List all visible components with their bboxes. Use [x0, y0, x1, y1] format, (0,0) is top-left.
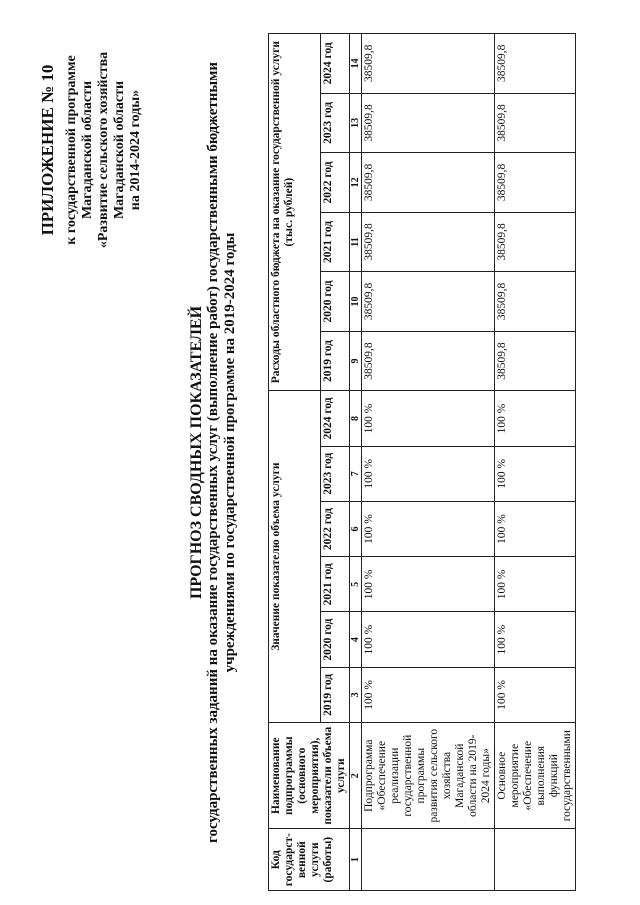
header-indicator-group: Значение показателю объема услуги	[269, 391, 321, 723]
cell-indicator: 100 %	[362, 557, 495, 612]
cell-indicator: 100 %	[362, 446, 495, 501]
cell-indicator: 100 %	[495, 501, 576, 556]
indicators-table	[268, 33, 576, 891]
table-row	[495, 34, 576, 891]
header-year: 2019 год	[321, 667, 350, 722]
cell-indicator: 100 %	[362, 391, 495, 446]
cell-code	[495, 829, 576, 891]
header-year: 2021 год	[321, 557, 350, 612]
header-year: 2024 год	[321, 34, 350, 94]
column-number: 9	[350, 331, 362, 391]
header-name: Наименование подпрограммы (основного мероприятия), показатели объема услуги	[269, 723, 350, 829]
cell-expense: 38509,8	[362, 331, 495, 391]
column-number: 2	[350, 723, 362, 829]
cell-expense: 38509,8	[495, 153, 576, 213]
document-title-subtitle: учреждениями по государственной программе на 2019-2024 годы	[222, 232, 238, 673]
cell-expense: 38509,8	[495, 272, 576, 332]
column-number: 13	[350, 93, 362, 153]
cell-indicator: 100 %	[495, 557, 576, 612]
header-year: 2020 год	[321, 272, 350, 332]
cell-expense: 38509,8	[362, 34, 495, 94]
table-header-row	[269, 34, 321, 891]
header-expense-group: Расходы областного бюджета на оказание государственной услуги (тыс. рублей)	[269, 34, 321, 391]
appendix-line: к государственной программе	[64, 55, 79, 245]
cell-indicator: 100 %	[362, 501, 495, 556]
cell-code	[362, 829, 495, 891]
header-year: 2024 год	[321, 391, 350, 446]
cell-indicator: 100 %	[362, 667, 495, 722]
table-row	[362, 34, 495, 891]
cell-expense: 38509,8	[495, 212, 576, 272]
header-year: 2023 год	[321, 446, 350, 501]
column-number: 8	[350, 391, 362, 446]
cell-expense: 38509,8	[362, 212, 495, 272]
column-numbers-row	[350, 34, 362, 891]
document-title-main: ПРОГНОЗ СВОДНЫХ ПОКАЗАТЕЛЕЙ	[188, 305, 205, 600]
header-code: Код государст- венной услуги (работы)	[269, 829, 350, 891]
header-year: 2020 год	[321, 612, 350, 667]
column-number: 11	[350, 212, 362, 272]
column-number: 6	[350, 501, 362, 556]
column-number: 12	[350, 153, 362, 213]
header-year: 2019 год	[321, 331, 350, 391]
header-year: 2022 год	[321, 501, 350, 556]
cell-name: Основное мероприятие «Обеспечение выполнения функций государственными	[495, 723, 576, 829]
cell-name: Подпрограмма «Обеспечение реализации государственной программы развития сельского хозяйства Магаданской области на 2019-2024 годы»	[362, 723, 495, 829]
column-number: 7	[350, 446, 362, 501]
column-number: 1	[350, 829, 362, 891]
cell-expense: 38509,8	[495, 93, 576, 153]
column-number: 5	[350, 557, 362, 612]
cell-indicator: 100 %	[362, 612, 495, 667]
header-year: 2022 год	[321, 153, 350, 213]
appendix-line: Магаданской области	[112, 80, 127, 220]
cell-expense: 38509,8	[362, 153, 495, 213]
appendix-title: ПРИЛОЖЕНИЕ № 10	[38, 64, 57, 236]
appendix-line: Магаданской области	[80, 80, 95, 220]
cell-expense: 38509,8	[495, 331, 576, 391]
cell-expense: 38509,8	[362, 93, 495, 153]
cell-indicator: 100 %	[495, 667, 576, 722]
appendix-line: на 2014-2024 годы»	[128, 89, 143, 211]
document-title	[188, 40, 239, 865]
appendix-heading	[40, 25, 144, 275]
header-year: 2021 год	[321, 212, 350, 272]
cell-indicator: 100 %	[495, 391, 576, 446]
cell-expense: 38509,8	[362, 272, 495, 332]
cell-indicator: 100 %	[495, 446, 576, 501]
column-number: 3	[350, 667, 362, 722]
cell-expense: 38509,8	[495, 34, 576, 94]
header-year: 2023 год	[321, 93, 350, 153]
column-number: 10	[350, 272, 362, 332]
cell-indicator: 100 %	[495, 612, 576, 667]
document-title-subtitle: государственных заданий на оказание государственных услуг (выполнение работ) государственными бюджетными	[205, 62, 221, 843]
appendix-line: «Развитие сельского хозяйства	[96, 51, 111, 249]
column-number: 14	[350, 34, 362, 94]
column-number: 4	[350, 612, 362, 667]
